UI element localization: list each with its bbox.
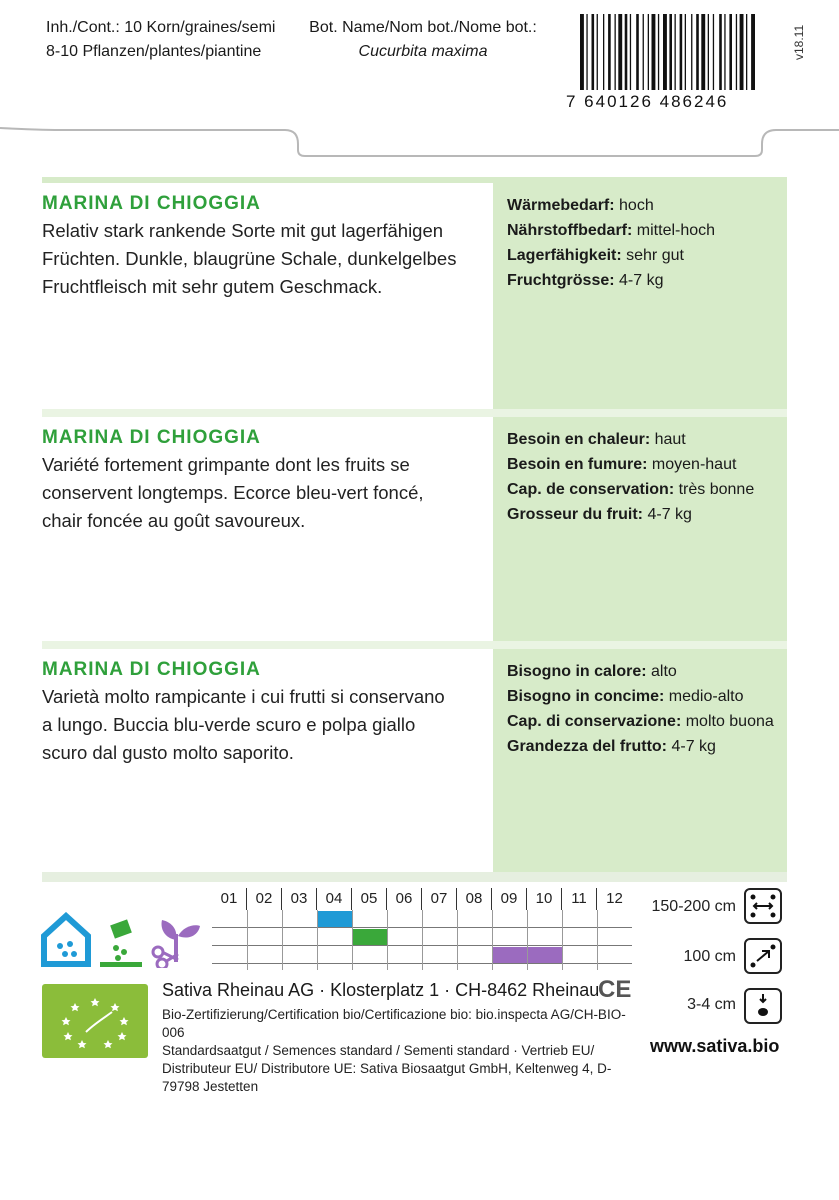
property-key: Wärmebedarf: [507, 197, 615, 214]
ce-mark: CE [598, 976, 632, 1003]
section-french [42, 417, 787, 641]
description-line: scuro dal gusto molto saporito. [42, 742, 294, 763]
botanical-name [308, 16, 538, 64]
property-row [507, 734, 787, 759]
property-key: Besoin en chaleur: [507, 431, 651, 448]
property-row [507, 709, 787, 734]
calendar-period-cell [492, 947, 527, 963]
eu-organic-leaf-icon [42, 984, 148, 1058]
property-key: Bisogno in concime: [507, 688, 665, 705]
property-row [507, 477, 787, 502]
barcode [578, 14, 790, 98]
month-label: 07 [422, 888, 457, 910]
distribution-line: Standardsaatgut / Semences standard / Sementi standard · Vertrieb EU/ Distributeur EU/ Distributore UE: Sativa Biosaatgut GmbH, Keltenweg 4, D-79798 Jestetten [162, 1043, 612, 1094]
property-value: 4-7 kg [643, 506, 692, 523]
section-text [42, 417, 492, 535]
property-value: alto [646, 663, 677, 680]
calendar-gridline [317, 910, 318, 970]
month-label: 09 [492, 888, 527, 910]
section-divider [42, 641, 787, 649]
growing-properties [493, 417, 787, 641]
property-row [507, 268, 787, 293]
property-row [507, 452, 787, 477]
contents-line-1: Inh./Cont.: 10 Korn/graines/semi [46, 19, 276, 36]
section-italian [42, 649, 787, 872]
property-row [507, 218, 787, 243]
row-spacing-label: 150-200 cm [651, 898, 736, 915]
property-row [507, 427, 787, 452]
property-key: Grandezza del frutto: [507, 738, 668, 755]
calendar-period-cell [527, 947, 562, 963]
website-link[interactable]: www.sativa.bio [650, 1036, 780, 1056]
botanical-label: Bot. Name/Nom bot./Nome bot.: [309, 19, 537, 36]
packet-contents [46, 16, 275, 64]
property-key: Cap. di conservazione: [507, 713, 682, 730]
description-line: Varietà molto rampicante i cui frutti si conservano [42, 686, 445, 707]
sowing-depth-icon [744, 988, 782, 1024]
calendar-months [212, 888, 632, 910]
growing-properties [493, 183, 787, 409]
property-row [507, 659, 787, 684]
property-key: Lagerfähigkeit: [507, 247, 622, 264]
property-value: medio-alto [664, 688, 744, 705]
property-key: Nährstoffbedarf: [507, 222, 633, 239]
variety-title: MARINA DI CHIOGGIA [42, 427, 261, 448]
calendar-gridline [457, 910, 458, 970]
calendar-gridline [387, 910, 388, 970]
property-key: Grosseur du fruit: [507, 506, 644, 523]
greenhouse-icon [40, 912, 92, 968]
calendar-gridline [247, 910, 248, 970]
description-line: a lungo. Buccia blu-verde scuro e polpa giallo [42, 714, 416, 735]
direct-sowing-icon [98, 918, 144, 968]
calendar-period-cell [317, 911, 352, 927]
plant-spacing-icon [744, 938, 782, 974]
calendar-gridline [352, 910, 353, 970]
plant-spacing-label: 100 cm [683, 948, 736, 965]
month-label: 03 [282, 888, 317, 910]
description-line: Fruchtfleisch mit sehr gutem Geschmack. [42, 276, 383, 297]
botanical-latin: Cucurbita maxima [358, 43, 488, 60]
month-label: 04 [317, 888, 352, 910]
sowing-depth-label: 3-4 cm [687, 996, 736, 1013]
description-line: Früchten. Dunkle, blaugrüne Schale, dunkelgelbes [42, 248, 457, 269]
month-label: 05 [352, 888, 387, 910]
calendar-gridline [597, 910, 598, 970]
month-label: 08 [457, 888, 492, 910]
property-row [507, 502, 787, 527]
certification-text [162, 1006, 637, 1096]
growing-properties [493, 649, 787, 872]
eu-organic-logo [42, 984, 148, 1058]
bottom-rule [42, 872, 787, 882]
property-row [507, 684, 787, 709]
company-address: Sativa Rheinau AG · Klosterplatz 1 · CH-8462 Rheinau [162, 980, 600, 1000]
property-key: Besoin en fumure: [507, 456, 648, 473]
property-key: Bisogno in calore: [507, 663, 647, 680]
calendar-gridline [492, 910, 493, 970]
property-key: Cap. de conservation: [507, 481, 675, 498]
month-label: 10 [527, 888, 562, 910]
variety-title: MARINA DI CHIOGGIA [42, 193, 261, 214]
barcode-number: 7 640126 486246 [566, 92, 729, 111]
section-text [42, 183, 492, 301]
calendar-period-cell [352, 929, 387, 945]
harvest-icon [148, 912, 204, 968]
section-divider [42, 409, 787, 417]
property-row [507, 193, 787, 218]
property-value: mittel-hoch [632, 222, 716, 239]
month-label: 12 [606, 890, 623, 907]
version-label: v18.11 [792, 24, 806, 60]
description-line: conservent longtemps. Ecorce bleu-vert foncé, [42, 482, 424, 503]
property-value: molto buona [681, 713, 774, 730]
property-value: sehr gut [621, 247, 684, 264]
month-label: 06 [387, 888, 422, 910]
calendar-gridline [527, 910, 528, 970]
month-label: 11 [562, 888, 597, 910]
property-row [507, 243, 787, 268]
contents-line-2: 8-10 Pflanzen/plantes/piantine [46, 43, 262, 60]
section-german [42, 183, 787, 409]
description-line: chair foncée au goût savoureux. [42, 510, 306, 531]
variety-title: MARINA DI CHIOGGIA [42, 659, 261, 680]
property-value: haut [650, 431, 686, 448]
property-value: moyen-haut [647, 456, 737, 473]
property-value: 4-7 kg [614, 272, 664, 289]
property-value: 4-7 kg [667, 738, 716, 755]
month-label: 02 [247, 888, 282, 910]
property-value: très bonne [674, 481, 755, 498]
sowing-calendar [212, 888, 632, 970]
calendar-gridline [282, 910, 283, 970]
calendar-gridline [422, 910, 423, 970]
month-label: 01 [212, 888, 247, 910]
description-line: Relativ stark rankende Sorte mit gut lagerfähigen [42, 220, 444, 241]
property-value: hoch [614, 197, 654, 214]
description-line: Variété fortement grimpante dont les fruits se [42, 454, 410, 475]
calendar-gridline [562, 910, 563, 970]
certification-line: Bio-Zertifizierung/Certification bio/Certificazione bio: bio.inspecta AG/CH-BIO-006 [162, 1007, 626, 1040]
property-key: Fruchtgrösse: [507, 272, 615, 289]
row-spacing-icon [744, 888, 782, 924]
section-text [42, 649, 492, 767]
